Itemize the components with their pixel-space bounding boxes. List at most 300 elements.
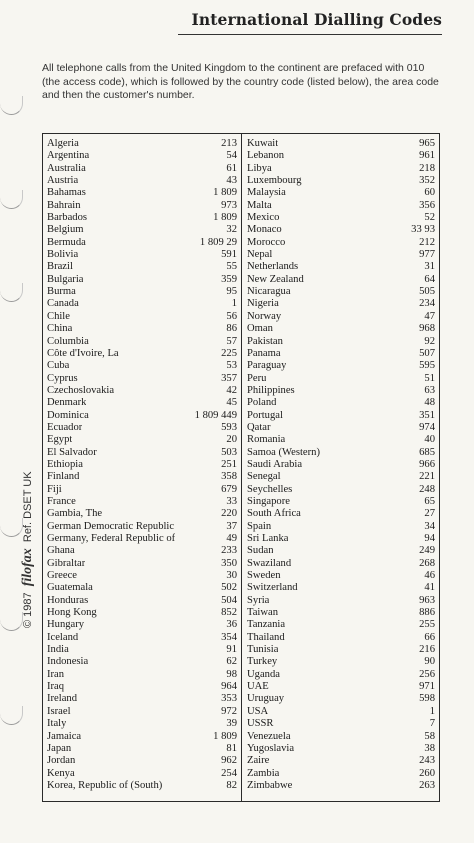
table-row bbox=[47, 595, 237, 607]
country-code: 1 809 bbox=[213, 187, 237, 199]
table-row bbox=[247, 558, 435, 570]
country-code: 966 bbox=[419, 458, 435, 470]
country-name: Italy bbox=[47, 718, 67, 730]
table-row bbox=[247, 755, 435, 767]
table-row bbox=[47, 336, 237, 348]
country-name: Japan bbox=[47, 742, 72, 754]
country-code: 1 809 29 bbox=[199, 236, 237, 248]
country-code: 41 bbox=[424, 582, 435, 594]
country-name: Poland bbox=[247, 397, 277, 409]
country-name: Bahrain bbox=[47, 199, 81, 211]
country-name: Zimbabwe bbox=[247, 779, 293, 791]
table-row bbox=[47, 447, 237, 459]
country-code: 58 bbox=[424, 730, 435, 742]
table-row bbox=[247, 632, 435, 644]
table-row bbox=[47, 138, 237, 150]
table-row bbox=[247, 607, 435, 619]
country-name: Seychelles bbox=[247, 483, 293, 495]
country-code: 66 bbox=[424, 631, 435, 643]
country-code: 40 bbox=[424, 434, 435, 446]
country-code: 27 bbox=[424, 508, 435, 520]
country-name: Syria bbox=[247, 594, 270, 606]
country-code: 968 bbox=[419, 323, 435, 335]
country-code: 42 bbox=[226, 384, 237, 396]
country-code: 359 bbox=[221, 273, 237, 285]
country-name: Peru bbox=[247, 372, 267, 384]
country-name: Czechoslovakia bbox=[47, 384, 115, 396]
country-name: Kenya bbox=[47, 767, 75, 779]
table-row bbox=[47, 311, 237, 323]
table-row bbox=[247, 731, 435, 743]
country-name: Hungary bbox=[47, 619, 85, 631]
table-row bbox=[247, 175, 435, 187]
country-name: Swaziland bbox=[247, 557, 292, 569]
table-row bbox=[247, 150, 435, 162]
country-name: Bermuda bbox=[47, 236, 86, 248]
country-code: 593 bbox=[221, 421, 237, 433]
country-name: New Zealand bbox=[247, 273, 304, 285]
country-name: Switzerland bbox=[247, 582, 298, 594]
country-name: Columbia bbox=[47, 335, 89, 347]
table-row bbox=[47, 348, 237, 360]
country-name: Malaysia bbox=[247, 187, 286, 199]
table-row bbox=[247, 768, 435, 780]
country-name: Cuba bbox=[47, 360, 70, 372]
country-name: Dominica bbox=[47, 409, 89, 421]
table-row bbox=[47, 385, 237, 397]
country-code: 86 bbox=[226, 323, 237, 335]
table-row bbox=[47, 545, 237, 557]
title-underline bbox=[178, 34, 442, 35]
country-name: Morocco bbox=[247, 236, 286, 248]
table-row bbox=[47, 508, 237, 520]
country-name: Norway bbox=[247, 310, 282, 322]
country-code: 852 bbox=[221, 607, 237, 619]
punch-hole bbox=[0, 190, 23, 209]
table-row bbox=[247, 360, 435, 372]
country-code: 60 bbox=[424, 187, 435, 199]
table-row bbox=[47, 656, 237, 668]
country-code: 38 bbox=[424, 742, 435, 754]
country-name: German Democratic Republic bbox=[47, 520, 175, 532]
table-row bbox=[247, 348, 435, 360]
table-row bbox=[47, 521, 237, 533]
table-row bbox=[247, 533, 435, 545]
table-row bbox=[47, 471, 237, 483]
country-name: Taiwan bbox=[247, 607, 279, 619]
country-code: 82 bbox=[226, 779, 237, 791]
table-row bbox=[247, 138, 435, 150]
country-code: 964 bbox=[221, 681, 237, 693]
table-row bbox=[47, 768, 237, 780]
punch-hole bbox=[0, 283, 23, 302]
country-name: India bbox=[47, 644, 69, 656]
table-row bbox=[47, 237, 237, 249]
country-name: Samoa (Western) bbox=[247, 446, 320, 458]
country-name: Belgium bbox=[47, 224, 84, 236]
brand-logo: filofax bbox=[20, 548, 35, 587]
country-code: 33 bbox=[226, 495, 237, 507]
table-row bbox=[47, 286, 237, 298]
country-code: 36 bbox=[226, 619, 237, 631]
table-row bbox=[247, 508, 435, 520]
table-row bbox=[47, 323, 237, 335]
table-row bbox=[47, 558, 237, 570]
country-code: 51 bbox=[424, 372, 435, 384]
country-name: Sri Lanka bbox=[247, 533, 289, 544]
country-code: 61 bbox=[226, 162, 237, 174]
country-code: 263 bbox=[419, 779, 435, 791]
table-row bbox=[47, 175, 237, 187]
country-code: 81 bbox=[226, 742, 237, 754]
country-code: 216 bbox=[419, 644, 435, 656]
country-code: 679 bbox=[221, 483, 237, 495]
country-name: Uganda bbox=[247, 668, 280, 680]
country-code: 243 bbox=[419, 755, 435, 767]
country-name: Iceland bbox=[47, 631, 79, 643]
country-name: Ireland bbox=[47, 693, 77, 705]
country-name: Tanzania bbox=[247, 619, 286, 631]
country-code: 353 bbox=[221, 693, 237, 705]
country-name: Iraq bbox=[47, 681, 65, 693]
country-code: 43 bbox=[226, 175, 237, 187]
country-code: 352 bbox=[419, 175, 435, 187]
table-row bbox=[247, 681, 435, 693]
country-code: 92 bbox=[424, 335, 435, 347]
table-row bbox=[247, 743, 435, 755]
country-code: 1 809 449 bbox=[194, 409, 237, 421]
table-row bbox=[47, 459, 237, 471]
intro-paragraph: All telephone calls from the United Kingdom to the continent are prefaced with 010 (the access code), which is followed by the country code (listed below), the area code and then the customer's number. bbox=[42, 62, 439, 101]
country-code: 354 bbox=[221, 631, 237, 643]
country-code: 260 bbox=[419, 767, 435, 779]
country-name: Ethiopia bbox=[47, 458, 83, 470]
table-row bbox=[47, 582, 237, 594]
table-row bbox=[247, 323, 435, 335]
table-row bbox=[247, 212, 435, 224]
table-row bbox=[47, 187, 237, 199]
table-row bbox=[47, 780, 237, 792]
country-code: 34 bbox=[424, 520, 435, 532]
country-name: Finland bbox=[47, 471, 80, 483]
country-code: 248 bbox=[419, 483, 435, 495]
table-row bbox=[47, 681, 237, 693]
table-row bbox=[247, 224, 435, 236]
country-code: 255 bbox=[419, 619, 435, 631]
country-code: 20 bbox=[226, 434, 237, 446]
country-name: Spain bbox=[247, 520, 272, 532]
table-row bbox=[47, 644, 237, 656]
table-row bbox=[47, 163, 237, 175]
table-row bbox=[247, 545, 435, 557]
country-name: El Salvador bbox=[47, 446, 97, 458]
country-code: 977 bbox=[419, 249, 435, 261]
country-name: Israel bbox=[47, 705, 71, 717]
country-name: Austria bbox=[47, 175, 79, 187]
country-name: Gambia, The bbox=[47, 508, 103, 520]
country-name: Uruguay bbox=[247, 693, 285, 705]
table-row bbox=[47, 632, 237, 644]
table-row bbox=[47, 731, 237, 743]
copyright-notice bbox=[20, 471, 36, 628]
table-row bbox=[47, 360, 237, 372]
table-row bbox=[47, 706, 237, 718]
copyright-reference: Ref. DSET UK bbox=[22, 471, 34, 543]
country-code: 54 bbox=[226, 150, 237, 162]
page-title: International Dialling Codes bbox=[191, 10, 442, 29]
country-name: Venezuela bbox=[247, 730, 291, 742]
country-code: 356 bbox=[419, 199, 435, 211]
country-name: Portugal bbox=[247, 409, 283, 421]
country-name: Saudi Arabia bbox=[247, 458, 303, 470]
table-row bbox=[247, 298, 435, 310]
table-row bbox=[47, 570, 237, 582]
table-row bbox=[247, 484, 435, 496]
country-name: Zaire bbox=[247, 755, 270, 767]
country-code: 94 bbox=[424, 533, 435, 544]
table-row bbox=[47, 484, 237, 496]
table-row bbox=[47, 607, 237, 619]
country-code: 965 bbox=[419, 138, 435, 149]
country-code: 95 bbox=[226, 286, 237, 298]
country-name: Honduras bbox=[47, 594, 89, 606]
country-name: China bbox=[47, 323, 73, 335]
country-code: 221 bbox=[419, 471, 435, 483]
country-code: 1 809 bbox=[213, 730, 237, 742]
table-row bbox=[47, 397, 237, 409]
country-name: Nepal bbox=[247, 249, 273, 261]
country-name: Senegal bbox=[247, 471, 281, 483]
table-row bbox=[47, 261, 237, 273]
country-name: Kuwait bbox=[247, 138, 279, 149]
country-name: Netherlands bbox=[247, 261, 299, 273]
country-name: South Africa bbox=[247, 508, 301, 520]
table-row bbox=[47, 212, 237, 224]
table-row bbox=[47, 693, 237, 705]
country-name: Romania bbox=[247, 434, 286, 446]
country-name: Paraguay bbox=[247, 360, 287, 372]
country-name: Hong Kong bbox=[47, 607, 97, 619]
table-row bbox=[247, 311, 435, 323]
country-name: Malta bbox=[247, 199, 272, 211]
country-name: Jordan bbox=[47, 755, 76, 767]
country-name: Pakistan bbox=[247, 335, 283, 347]
country-name: Sudan bbox=[247, 545, 274, 557]
country-code: 595 bbox=[419, 360, 435, 372]
table-row bbox=[247, 595, 435, 607]
country-code: 212 bbox=[419, 236, 435, 248]
table-row bbox=[247, 397, 435, 409]
country-code: 974 bbox=[419, 421, 435, 433]
table-row bbox=[47, 200, 237, 212]
country-code: 961 bbox=[419, 150, 435, 162]
table-row bbox=[247, 422, 435, 434]
right-column bbox=[247, 138, 435, 792]
country-code: 503 bbox=[221, 446, 237, 458]
country-code: 268 bbox=[419, 557, 435, 569]
country-code: 598 bbox=[419, 693, 435, 705]
table-row bbox=[247, 447, 435, 459]
country-code: 31 bbox=[424, 261, 435, 273]
table-row bbox=[247, 521, 435, 533]
country-name: Indonesia bbox=[47, 656, 89, 668]
table-row bbox=[47, 249, 237, 261]
punch-hole bbox=[0, 706, 23, 725]
country-name: Singapore bbox=[247, 495, 290, 507]
country-code: 49 bbox=[226, 533, 237, 544]
table-row bbox=[47, 434, 237, 446]
country-name: Brazil bbox=[47, 261, 73, 273]
country-name: France bbox=[47, 495, 76, 507]
country-name: Barbados bbox=[47, 212, 88, 224]
country-code: 33 93 bbox=[411, 224, 435, 236]
country-code: 213 bbox=[221, 138, 237, 149]
country-code: 90 bbox=[424, 656, 435, 668]
table-row bbox=[247, 693, 435, 705]
country-name: Korea, Republic of (South) bbox=[47, 779, 163, 791]
country-code: 57 bbox=[226, 335, 237, 347]
country-code: 30 bbox=[226, 570, 237, 582]
country-code: 1 bbox=[231, 298, 237, 310]
country-name: Lebanon bbox=[247, 150, 285, 162]
header bbox=[0, 8, 474, 36]
table-row bbox=[247, 187, 435, 199]
country-code: 507 bbox=[419, 347, 435, 359]
left-column bbox=[47, 138, 237, 792]
country-name: UAE bbox=[247, 681, 269, 693]
country-name: Nigeria bbox=[247, 298, 279, 310]
country-code: 254 bbox=[221, 767, 237, 779]
country-code: 351 bbox=[419, 409, 435, 421]
country-name: Guatemala bbox=[47, 582, 93, 594]
country-name: Luxembourg bbox=[247, 175, 302, 187]
table-row bbox=[47, 718, 237, 730]
table-row bbox=[47, 150, 237, 162]
country-code: 98 bbox=[226, 668, 237, 680]
country-name: Canada bbox=[47, 298, 79, 310]
country-code: 251 bbox=[221, 458, 237, 470]
country-name: Denmark bbox=[47, 397, 87, 409]
country-name: Chile bbox=[47, 310, 70, 322]
country-code: 218 bbox=[419, 162, 435, 174]
table-row bbox=[47, 533, 237, 545]
country-name: Bulgaria bbox=[47, 273, 84, 285]
country-name: Fiji bbox=[47, 483, 62, 495]
table-row bbox=[247, 410, 435, 422]
table-row bbox=[247, 373, 435, 385]
table-row bbox=[247, 249, 435, 261]
table-row bbox=[247, 669, 435, 681]
country-name: Australia bbox=[47, 162, 86, 174]
table-row bbox=[247, 496, 435, 508]
country-name: Bahamas bbox=[47, 187, 86, 199]
table-row bbox=[247, 582, 435, 594]
country-code: 65 bbox=[424, 495, 435, 507]
country-code: 234 bbox=[419, 298, 435, 310]
table-row bbox=[47, 755, 237, 767]
country-name: Sweden bbox=[247, 570, 281, 582]
country-name: USA bbox=[247, 705, 269, 717]
country-code: 973 bbox=[221, 199, 237, 211]
country-name: Egypt bbox=[47, 434, 73, 446]
table-row bbox=[247, 644, 435, 656]
table-row bbox=[247, 261, 435, 273]
country-name: Burma bbox=[47, 286, 76, 298]
table-row bbox=[247, 619, 435, 631]
country-name: Turkey bbox=[247, 656, 278, 668]
table-row bbox=[247, 286, 435, 298]
table-row bbox=[247, 459, 435, 471]
table-row bbox=[247, 274, 435, 286]
country-code: 56 bbox=[226, 310, 237, 322]
country-name: Thailand bbox=[247, 631, 285, 643]
table-row bbox=[47, 224, 237, 236]
country-name: Mexico bbox=[247, 212, 280, 224]
country-code: 63 bbox=[424, 384, 435, 396]
table-row bbox=[247, 385, 435, 397]
table-row bbox=[247, 718, 435, 730]
country-name: Gibraltar bbox=[47, 557, 86, 569]
country-code: 233 bbox=[221, 545, 237, 557]
country-code: 685 bbox=[419, 446, 435, 458]
country-name: Philippines bbox=[247, 384, 295, 396]
table-row bbox=[247, 336, 435, 348]
country-code: 48 bbox=[424, 397, 435, 409]
country-name: Libya bbox=[247, 162, 272, 174]
country-code: 225 bbox=[221, 347, 237, 359]
country-name: Cyprus bbox=[47, 372, 78, 384]
country-name: USSR bbox=[247, 718, 274, 730]
table-row bbox=[247, 706, 435, 718]
copyright-year: © 1987 bbox=[22, 592, 34, 628]
country-code: 357 bbox=[221, 372, 237, 384]
country-code: 52 bbox=[424, 212, 435, 224]
country-code: 350 bbox=[221, 557, 237, 569]
country-code: 1 809 bbox=[213, 212, 237, 224]
table-row bbox=[47, 373, 237, 385]
punch-hole bbox=[0, 96, 23, 115]
table-row bbox=[247, 237, 435, 249]
country-code: 53 bbox=[226, 360, 237, 372]
country-code: 971 bbox=[419, 681, 435, 693]
country-name: Tunisia bbox=[247, 644, 279, 656]
table-row bbox=[47, 422, 237, 434]
country-code: 1 bbox=[429, 705, 435, 717]
country-name: Greece bbox=[47, 570, 77, 582]
table-row bbox=[247, 570, 435, 582]
country-code: 7 bbox=[429, 718, 435, 730]
country-name: Ecuador bbox=[47, 421, 83, 433]
country-code: 358 bbox=[221, 471, 237, 483]
country-code: 45 bbox=[226, 397, 237, 409]
country-code: 62 bbox=[226, 656, 237, 668]
country-name: Zambia bbox=[247, 767, 280, 779]
country-code: 91 bbox=[226, 644, 237, 656]
country-code: 37 bbox=[226, 520, 237, 532]
country-code: 220 bbox=[221, 508, 237, 520]
country-code: 886 bbox=[419, 607, 435, 619]
country-name: Monaco bbox=[247, 224, 282, 236]
country-name: Iran bbox=[47, 668, 65, 680]
table-row bbox=[247, 471, 435, 483]
table-row bbox=[247, 200, 435, 212]
table-row bbox=[47, 274, 237, 286]
country-code: 64 bbox=[424, 273, 435, 285]
country-name: Côte d'Ivoire, La bbox=[47, 347, 119, 359]
country-code: 47 bbox=[424, 310, 435, 322]
table-row bbox=[47, 410, 237, 422]
country-code: 504 bbox=[221, 594, 237, 606]
